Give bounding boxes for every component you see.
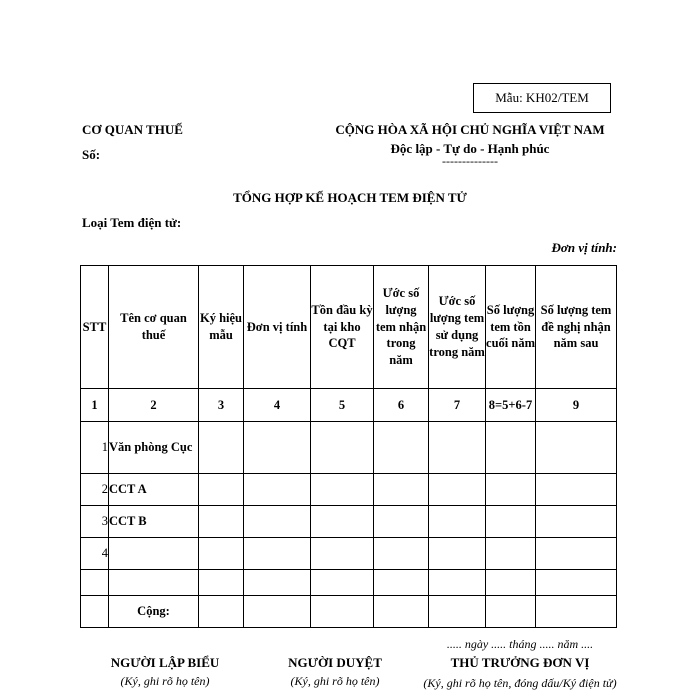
column-number: 1 bbox=[81, 389, 109, 422]
row-stt: 3 bbox=[81, 506, 109, 538]
document-number-label: Số: bbox=[82, 147, 101, 162]
header-cell: STT bbox=[81, 266, 109, 389]
table-row bbox=[81, 538, 617, 570]
national-title: CỘNG HÒA XÃ HỘI CHỦ NGHĨA VIỆT NAM bbox=[335, 122, 605, 137]
header-cell: Số lượng tem đề nghị nhận năm sau bbox=[536, 266, 617, 389]
table-row bbox=[81, 474, 617, 506]
signature-title-preparer: NGƯỜI LẬP BIỂU bbox=[110, 655, 220, 670]
header-cell: Ước số lượng tem sử dụng trong năm bbox=[429, 266, 486, 389]
national-motto: Độc lập - Tự do - Hạnh phúc bbox=[390, 141, 550, 156]
table-row bbox=[81, 422, 617, 474]
column-number: 2 bbox=[109, 389, 199, 422]
column-number: 7 bbox=[429, 389, 486, 422]
form-code-box: Mẫu: KH02/TEM bbox=[473, 83, 611, 113]
row-agency-name bbox=[109, 538, 199, 570]
column-number: 4 bbox=[244, 389, 311, 422]
column-number: 6 bbox=[374, 389, 429, 422]
signature-title-approver: NGƯỜI DUYỆT bbox=[288, 655, 382, 670]
date-line: ..... ngày ..... tháng ..... năm .... bbox=[446, 637, 594, 651]
column-number: 8=5+6-7 bbox=[486, 389, 536, 422]
motto-divider: -------------- bbox=[442, 154, 498, 168]
header-cell: Số lượng tem tồn cuối năm bbox=[486, 266, 536, 389]
column-number-row bbox=[81, 389, 617, 422]
total-row bbox=[81, 596, 617, 628]
stamp-type-label: Loại Tem điện tử: bbox=[82, 215, 182, 230]
header-row bbox=[81, 266, 617, 389]
document-title: TỔNG HỢP KẾ HOẠCH TEM ĐIỆN TỬ bbox=[233, 190, 467, 205]
signature-title-head: THỦ TRƯỞNG ĐƠN VỊ bbox=[450, 655, 590, 670]
row-stt bbox=[81, 570, 109, 596]
table-row bbox=[81, 570, 617, 596]
total-label: Cộng: bbox=[109, 596, 199, 628]
row-agency-name: Văn phòng Cục bbox=[109, 422, 199, 474]
header-cell: Đơn vị tính bbox=[244, 266, 311, 389]
row-agency-name bbox=[109, 570, 199, 596]
unit-label: Đơn vị tính: bbox=[551, 240, 617, 255]
header-cell: Ký hiệu mẫu bbox=[199, 266, 244, 389]
signature-note-preparer: (Ký, ghi rõ họ tên) bbox=[120, 674, 210, 688]
header-cell: Tồn đầu kỳ tại kho CQT bbox=[311, 266, 374, 389]
agency-label: CƠ QUAN THUẾ bbox=[82, 122, 183, 137]
header-cell: Tên cơ quan thuế bbox=[109, 266, 199, 389]
column-number: 5 bbox=[311, 389, 374, 422]
row-stt: 2 bbox=[81, 474, 109, 506]
header-cell: Ước số lượng tem nhận trong năm bbox=[374, 266, 429, 389]
row-agency-name: CCT B bbox=[109, 506, 199, 538]
row-agency-name: CCT A bbox=[109, 474, 199, 506]
signature-note-approver: (Ký, ghi rõ họ tên) bbox=[290, 674, 380, 688]
column-number: 9 bbox=[536, 389, 617, 422]
column-number: 3 bbox=[199, 389, 244, 422]
row-stt: 4 bbox=[81, 538, 109, 570]
signature-note-head: (Ký, ghi rõ họ tên, đóng dấu/Ký điện tử) bbox=[423, 676, 617, 690]
table-row bbox=[81, 506, 617, 538]
row-stt: 1 bbox=[81, 422, 109, 474]
plan-table bbox=[80, 265, 617, 628]
